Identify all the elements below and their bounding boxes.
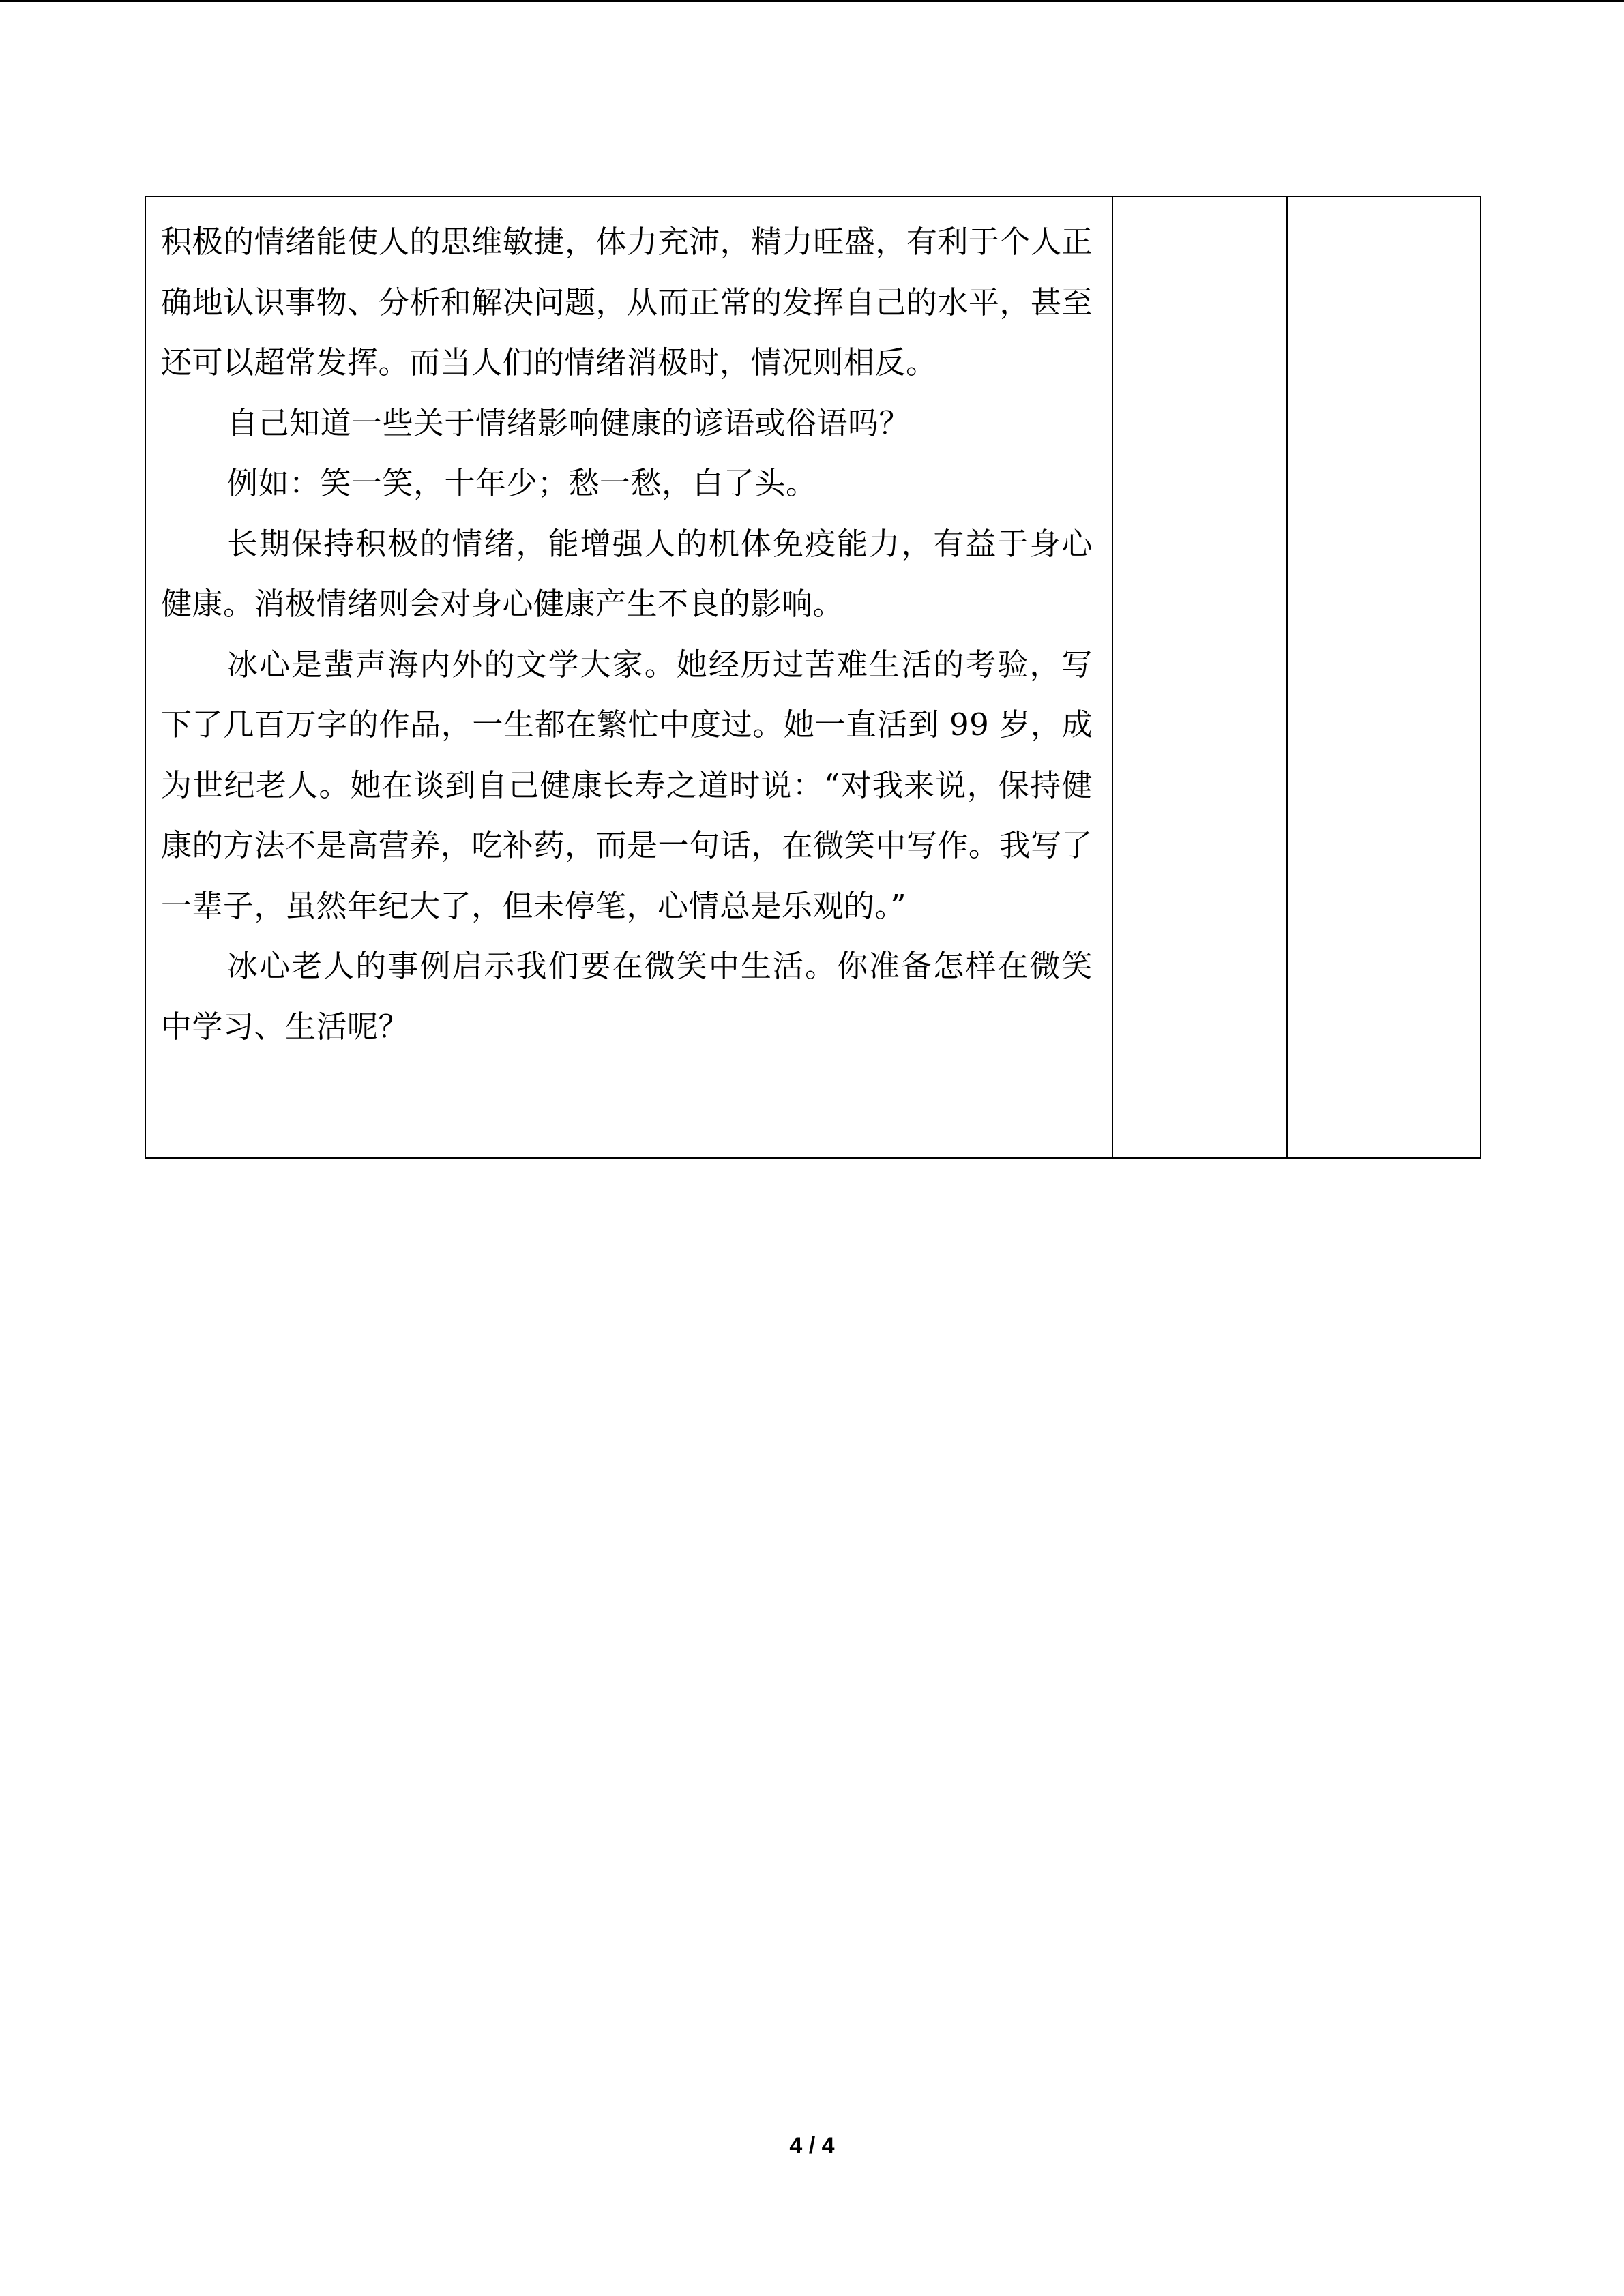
paragraph-question-proverbs: 自己知道一些关于情绪影响健康的谚语或俗语吗？ xyxy=(227,404,911,441)
content-cell xyxy=(145,196,1112,1158)
table-row xyxy=(145,196,1481,1158)
empty-cell-middle xyxy=(1112,196,1287,1158)
top-border-line xyxy=(0,0,1624,2)
paragraph-long-term-health: 长期保持积极的情绪，能增强人的机体免疫能力，有益于身心健康。消极情绪则会对身心健康产生不良的影响。 xyxy=(161,525,1093,622)
page-number: 4 / 4 xyxy=(789,2133,835,2159)
lesson-table xyxy=(145,196,1481,1159)
paragraph-reflection-question: 冰心老人的事例启示我们要在微笑中生活。你准备怎样在微笑中学习、生活呢？ xyxy=(161,948,1093,1045)
paragraph-bing-xin-story: 冰心是蜚声海内外的文学大家。她经历过苦难生活的考验，写下了几百万字的作品，一生都在繁忙中度过。她一直活到 99 岁，成为世纪老人。她在谈到自己健康长寿之道时说：“对我来说，保持健康的方法不是高营养，吃补药，而是一句话，在微笑中写作。我写了一辈子，虽然年纪大了，但未停笔，心情总是乐观的。” xyxy=(161,646,1093,924)
content-text xyxy=(146,197,1112,1057)
paragraph-positive-emotion: 积极的情绪能使人的思维敏捷，体力充沛，精力旺盛，有利于个人正确地认识事物、分析和解决问题，从而正常的发挥自己的水平，甚至还可以超常发挥。而当人们的情绪消极时，情况则相反。 xyxy=(161,224,1093,381)
paragraph-example-proverb: 例如：笑一笑，十年少；愁一愁，白了头。 xyxy=(227,465,817,501)
empty-cell-right xyxy=(1287,196,1481,1158)
